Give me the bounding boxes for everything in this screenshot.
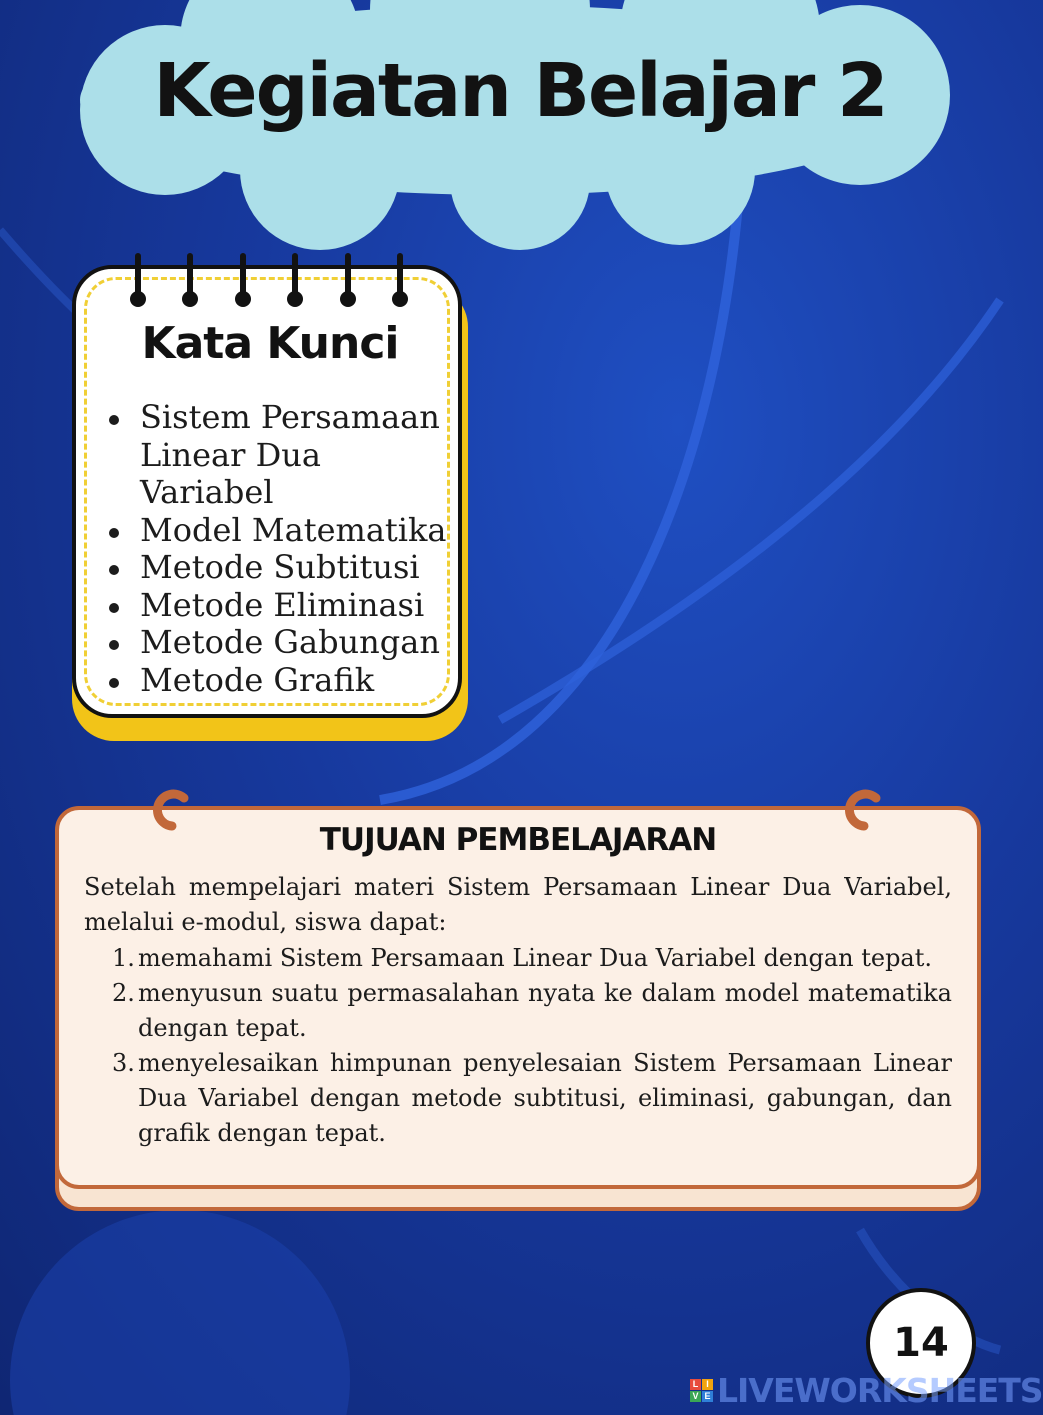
- keyword-item-line: Variabel: [140, 473, 274, 511]
- binder-ring-icon: [345, 253, 351, 299]
- logo-letter: V: [690, 1391, 701, 1402]
- page-number: 14: [866, 1288, 976, 1398]
- keyword-title: Kata Kunci: [141, 318, 399, 369]
- liveworksheets-logo-icon: [690, 1379, 713, 1402]
- keyword-item: [140, 399, 450, 512]
- liveworksheets-watermark: [690, 1372, 1043, 1408]
- binder-ring-icon: [187, 253, 193, 299]
- objective-number: 1.: [112, 944, 135, 972]
- watermark-text: LIVEWORKSHEETS: [717, 1370, 1043, 1410]
- binder-ring-icon: [397, 253, 403, 299]
- logo-letter: E: [702, 1391, 713, 1402]
- objectives-intro: Setelah mempelajari materi Sistem Persamaan Linear Dua Variabel, melalui e-modul, siswa dapat:: [84, 873, 952, 936]
- binder-ring-icon: [240, 253, 246, 299]
- keyword-item-line: Metode Subtitusi: [140, 548, 420, 586]
- keyword-item-line: Metode Eliminasi: [140, 585, 425, 624]
- objective-item: [112, 941, 952, 976]
- keyword-item: [140, 549, 450, 587]
- objective-item: [112, 976, 952, 1046]
- binder-ring-icon: [292, 253, 298, 299]
- objective-item: [112, 1046, 952, 1151]
- keyword-item: [140, 624, 450, 662]
- objective-number: 2.: [112, 979, 135, 1007]
- keyword-item-line: Sistem Persamaan: [140, 398, 440, 436]
- keyword-item: [140, 512, 450, 550]
- keyword-item-line: Linear Dua: [140, 435, 321, 474]
- binder-ring-icon: [135, 253, 141, 299]
- keyword-item-line: Model Matematika: [140, 510, 447, 549]
- page-title: Kegiatan Belajar 2: [153, 48, 887, 134]
- objectives-list: [112, 941, 952, 1151]
- keyword-item-line: Metode Gabungan: [140, 623, 440, 661]
- logo-letter: L: [690, 1379, 701, 1390]
- objective-text: menyelesaikan himpunan penyelesaian Sistem Persamaan Linear Dua Variabel dengan metode subtitusi, eliminasi, gabungan, dan grafik dengan tepat.: [138, 1049, 952, 1147]
- objective-text: menyusun suatu permasalahan nyata ke dalam model matematika dengan tepat.: [138, 979, 952, 1042]
- keyword-item-line: Metode Grafik: [140, 660, 375, 699]
- objective-number: 3.: [112, 1049, 135, 1077]
- keyword-list: [140, 399, 450, 699]
- objective-text: memahami Sistem Persamaan Linear Dua Variabel dengan tepat.: [138, 944, 933, 972]
- keyword-item: [140, 662, 450, 700]
- keyword-item: [140, 587, 450, 625]
- objectives-title: TUJUAN PEMBELAJARAN: [319, 822, 717, 858]
- logo-letter: I: [702, 1379, 713, 1390]
